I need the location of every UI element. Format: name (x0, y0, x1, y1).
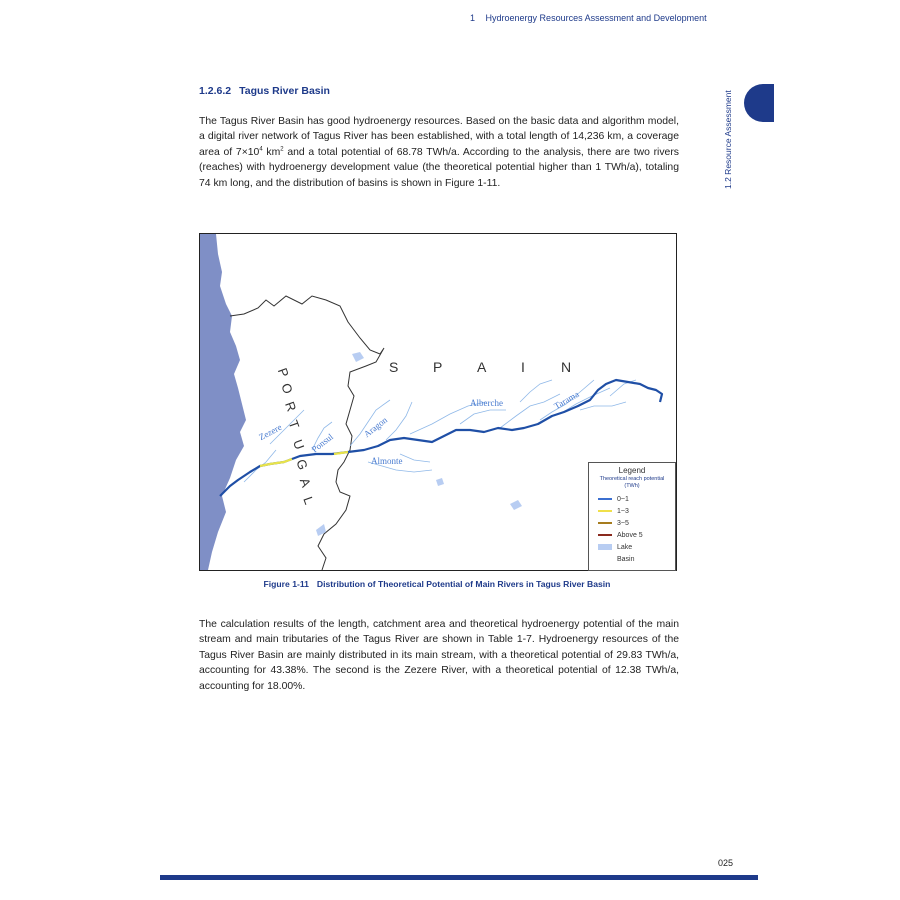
section-title: Tagus River Basin (239, 85, 330, 97)
legend-item (598, 556, 635, 566)
section-heading (199, 85, 330, 97)
river-label-zezere: Zezere (257, 421, 284, 443)
paragraph-1 (199, 114, 679, 191)
portugal-letter: G (293, 457, 311, 472)
legend-item (598, 496, 629, 506)
spain-letter: N (561, 359, 572, 375)
footer-rule (160, 875, 758, 880)
legend-item (598, 532, 643, 542)
legend-swatch (598, 544, 612, 550)
spain-letter: S (389, 359, 399, 375)
legend-subtitle (589, 476, 675, 490)
portugal-letter: T (285, 418, 303, 431)
side-label (723, 84, 737, 199)
portugal-letter: L (300, 494, 317, 507)
legend-label: 1~3 (617, 508, 629, 515)
legend-swatch (598, 498, 612, 500)
figure-caption (199, 579, 675, 589)
paragraph-2: The calculation results of the length, catchment area and theoretical hydroenergy potential of the main stream and main tributaries of the Tagus River are shown in Table 1-7. Hydroenergy resources of the Tagus River Basin are mainly distributed in its main stream, with a theoretical potential of 29.83 TWh/a, accounting for 43.38%. The second is the Zezere River, with a theoretical potential of 12.38 TWh/a, accounting for 18.00%. (199, 619, 679, 692)
portugal-letter: U (290, 437, 308, 452)
legend-label: Lake (617, 544, 633, 551)
legend-subtitle-text: Theoretical reach potential (599, 476, 665, 482)
legend-swatch (598, 522, 612, 524)
side-label-text: 1.2 Resource Assessment (723, 90, 733, 189)
legend-label: 0~1 (617, 496, 629, 503)
chapter-number: 1 (470, 13, 476, 23)
section-number: 1.2.6.2 (199, 85, 232, 97)
river-label-ponsul: Ponsul (309, 431, 335, 455)
legend-unit: (TWh) (624, 483, 640, 489)
spain-letter: I (521, 359, 525, 375)
legend-swatch (598, 534, 612, 536)
superscript-exponent-2: 2 (280, 146, 284, 153)
spain-letter: A (477, 359, 487, 375)
figure-title: Distribution of Theoretical Potential of Main Rivers in Tagus River Basin (316, 579, 611, 589)
river-label-almonte: Almonte (371, 456, 403, 466)
portugal-letter: R (282, 399, 300, 414)
legend-swatch (598, 556, 612, 562)
reach-1-3-segment-2 (334, 452, 348, 454)
paragraph-1-text-a: The Tagus River Basin has good hydroenergy resources. Based on the basic data and algorithm model, a digital river network of Tagus River has been established, with a total length of 14,236 km, a coverage area of 7×10 (199, 116, 679, 158)
legend-swatch (598, 510, 612, 512)
map-legend (588, 462, 676, 571)
river-label-tarama: Tarama (552, 388, 581, 412)
chapter-title: Hydroenergy Resources Assessment and Development (485, 13, 707, 23)
paragraph-1-text-b: km (262, 146, 281, 158)
portugal-letter: A (296, 475, 314, 490)
superscript-exponent-4: 4 (259, 146, 263, 153)
paragraph-1-text-c: and a total potential of 68.78 TWh/a. According to the analysis, there are two rivers (reaches) with hydroenergy development value (the theoretical potential higher than 1 TWh/a), totaling 74 km long, and the distribution of basins is shown in Figure 1-11. (199, 146, 679, 189)
portugal-letter: O (278, 381, 296, 396)
country-label-spain (385, 359, 585, 377)
legend-item (598, 508, 629, 518)
page-number: 025 (718, 858, 734, 868)
legend-item (598, 544, 632, 554)
river-label-aragon: Aragon (361, 414, 390, 440)
figure-number: Figure 1-11 (263, 579, 309, 589)
legend-label: Basin (617, 556, 635, 563)
legend-label: Above 5 (617, 532, 643, 539)
river-label-alberche: Alberche (470, 398, 503, 408)
spain-letter: P (433, 359, 443, 375)
atlantic-sea (200, 234, 246, 570)
running-head (470, 13, 740, 23)
legend-title: Legend (618, 466, 646, 475)
legend-label: 3~5 (617, 520, 629, 527)
legend-item (598, 520, 629, 530)
side-tab-marker (744, 84, 774, 122)
portugal-letter: P (274, 365, 292, 380)
